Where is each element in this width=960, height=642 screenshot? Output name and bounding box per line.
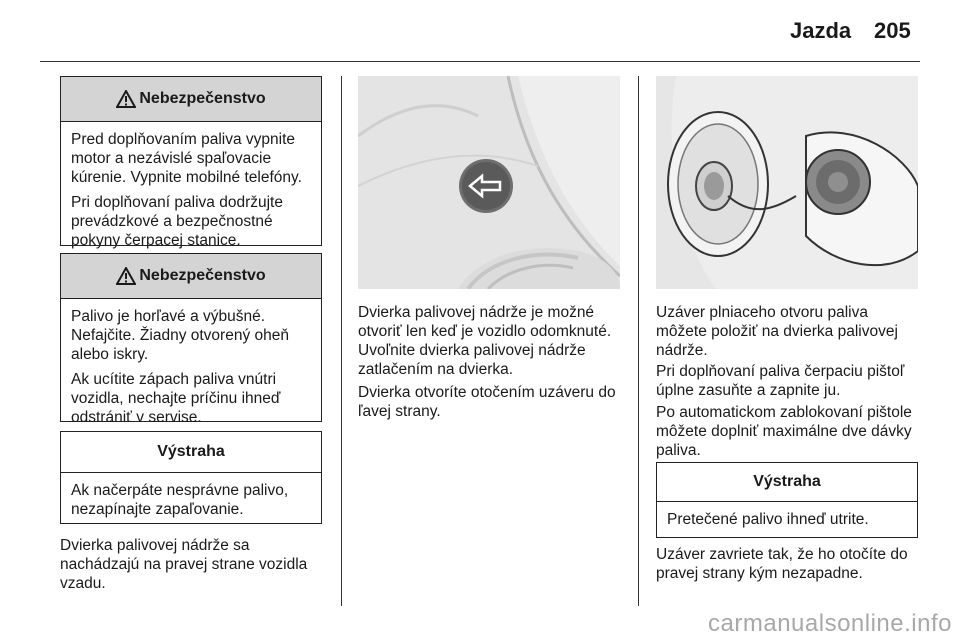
column-divider-2 — [638, 76, 639, 606]
caution-box-1 — [60, 431, 322, 524]
danger-box-2 — [60, 253, 322, 426]
warning-triangle-icon — [116, 90, 136, 108]
column3-paragraph-2: Pri doplňovaní paliva čerpaciu pištoľ úplne zasuňte a zapnite ju. — [656, 363, 905, 399]
column3-paragraph-3: Po automatickom zablokovaní pištole môžete doplniť maximálne dve dávky paliva. — [656, 404, 912, 459]
column2-paragraph-2: Dvierka otvoríte otočením uzáveru do ľavej strany. — [358, 384, 616, 420]
caution-box-1-title: Výstraha — [61, 432, 321, 473]
column2-paragraph-1: Dvierka palivovej nádrže je možné otvoriť len keď je vozidlo odomknuté. Uvoľnite dvierka palivovej nádrže zatlačením na dvierka. — [358, 304, 612, 378]
fuel-door-photo — [358, 76, 620, 289]
column3-paragraph-4: Uzáver zavriete tak, že ho otočíte do pravej strany kým nezapadne. — [656, 546, 908, 582]
column1-paragraph: Dvierka palivovej nádrže sa nachádzajú na pravej strane vozidla vzadu. — [60, 537, 308, 592]
danger-box-1-heading — [61, 77, 321, 122]
fuel-cap-photo — [656, 76, 918, 289]
danger-box-2-text-1: Palivo je horľavé a výbušné. Nefajčite. Žiadny otvorený oheň alebo iskry. — [71, 308, 289, 363]
danger-box-1-title: Nebezpečenstvo — [139, 90, 266, 107]
caution-box-1-text: Ak načerpáte nesprávne palivo, nezapínajte zapaľovanie. — [71, 482, 289, 518]
caution-box-2 — [656, 462, 918, 538]
page-number: 205 — [874, 18, 911, 43]
danger-box-2-title: Nebezpečenstvo — [139, 267, 266, 284]
warning-triangle-icon — [116, 267, 136, 285]
caution-box-2-title: Výstraha — [657, 463, 917, 502]
header-rule — [40, 61, 920, 62]
column3-paragraph-1: Uzáver plniaceho otvoru paliva môžete položiť na dvierka palivovej nádrže. — [656, 304, 898, 359]
caution-box-2-text: Pretečené palivo ihneď utrite. — [667, 511, 869, 528]
danger-box-1-text-2: Pri doplňovaní paliva dodržujte prevádzkové a bezpečnostné pokyny čerpacej stanice. — [71, 194, 283, 249]
danger-box-2-text-2: Ak ucítite zápach paliva vnútri vozidla, nechajte príčinu ihneď odstrániť v servise. — [71, 371, 281, 426]
column-divider-1 — [341, 76, 342, 606]
danger-box-1 — [60, 76, 322, 249]
section-title: Jazda — [790, 18, 852, 43]
watermark: carmanualsonline.info — [708, 610, 952, 637]
danger-box-2-heading — [61, 254, 321, 299]
danger-box-1-text-1: Pred doplňovaním paliva vypnite motor a nezávislé spaľovacie kúrenie. Vypnite mobilné telefóny. — [71, 131, 302, 186]
